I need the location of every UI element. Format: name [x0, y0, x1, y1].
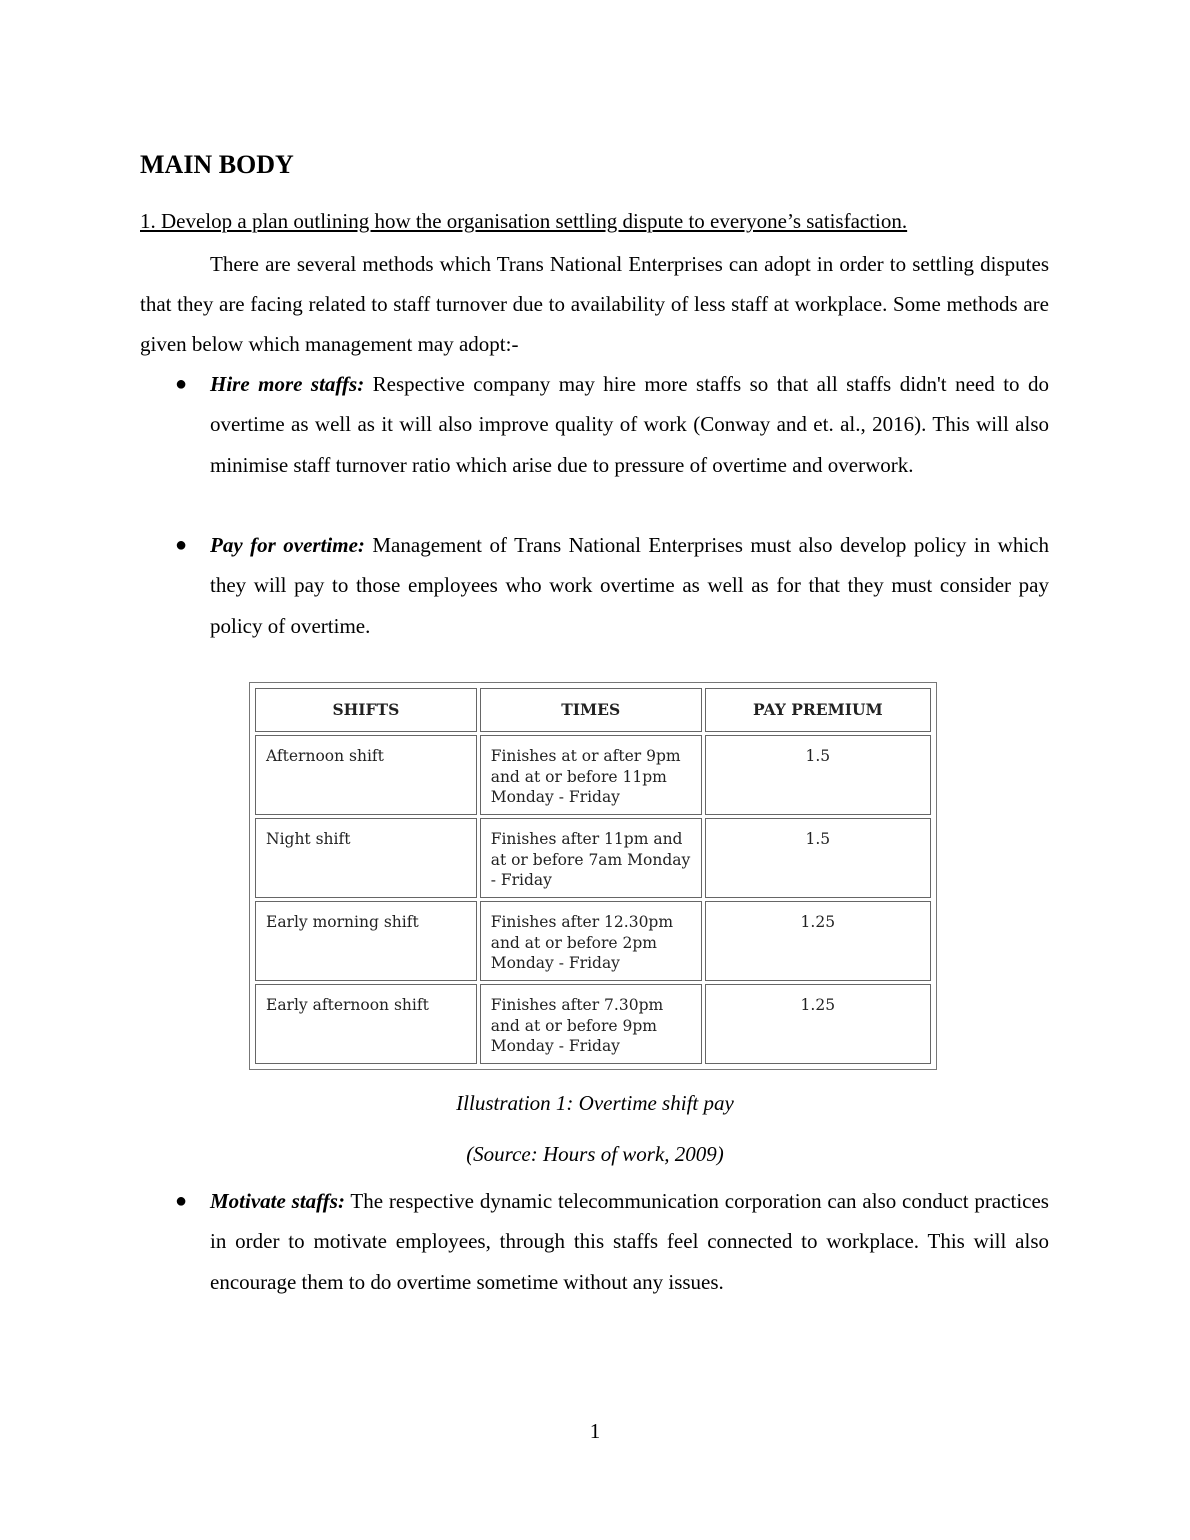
shift-cell: Early afternoon shift: [255, 984, 477, 1064]
shift-cell: Afternoon shift: [255, 735, 477, 815]
intro-paragraph: There are several methods which Trans National Enterprises can adopt in order to settling disputes that they are facing related to staff turnover due to availability of less staff at workplace. Some methods are given below which management may adopt:-: [140, 252, 1049, 356]
premium-cell: 1.5: [705, 735, 931, 815]
table-header-row: [255, 688, 931, 732]
page-number: 1: [589, 1419, 601, 1443]
bullet-term: Motivate staffs:: [210, 1189, 345, 1213]
table-row: [255, 818, 931, 898]
times-cell: Finishes after 11pm and at or before 7am Monday - Friday: [480, 818, 702, 898]
premium-cell: 1.25: [705, 984, 931, 1064]
overtime-shift-table-image: [249, 682, 937, 1070]
table-row: [255, 984, 931, 1064]
bullet-icon: ●: [175, 373, 188, 395]
times-cell: Finishes at or after 9pm and at or before 11pm Monday - Friday: [480, 735, 702, 815]
illustration-caption: Illustration 1: Overtime shift pay: [456, 1091, 734, 1115]
illustration-source: (Source: Hours of work, 2009): [466, 1142, 724, 1166]
bullet-text: Management of Trans National Enterprises must also develop policy in which they will pay to those employees who work overtime as well as for that they must consider pay policy of overtime.: [210, 533, 1049, 638]
column-header-pay-premium: PAY PREMIUM: [705, 688, 931, 732]
bullet-term: Pay for overtime:: [210, 533, 365, 557]
bullet-icon: ●: [175, 534, 188, 556]
overtime-shift-table: [252, 685, 934, 1067]
shift-cell: Night shift: [255, 818, 477, 898]
bullet-term: Hire more staffs:: [210, 372, 365, 396]
bullet-hire-more-staffs: [175, 364, 1049, 485]
bullet-pay-for-overtime: [175, 525, 1049, 646]
bullet-text: The respective dynamic telecommunication corporation can also conduct practices in order to motivate employees, through this staffs feel connected to workplace. This will also encourage them to do overtime sometime without any issues.: [210, 1189, 1049, 1294]
bullet-icon: ●: [175, 1190, 188, 1212]
section-subheading: 1. Develop a plan outlining how the organisation settling dispute to everyone’s satisfaction.: [140, 209, 908, 233]
premium-cell: 1.25: [705, 901, 931, 981]
table-row: [255, 735, 931, 815]
table-row: [255, 901, 931, 981]
main-heading: MAIN BODY: [140, 150, 294, 179]
times-cell: Finishes after 12.30pm and at or before 2pm Monday - Friday: [480, 901, 702, 981]
bullet-text: Respective company may hire more staffs so that all staffs didn't need to do overtime as well as it will also improve quality of work (Conway and et. al., 2016). This will also minimise staff turnover ratio which arise due to pressure of overtime and overwork.: [210, 372, 1049, 477]
column-header-times: TIMES: [480, 688, 702, 732]
column-header-shifts: SHIFTS: [255, 688, 477, 732]
shift-cell: Early morning shift: [255, 901, 477, 981]
premium-cell: 1.5: [705, 818, 931, 898]
times-cell: Finishes after 7.30pm and at or before 9pm Monday - Friday: [480, 984, 702, 1064]
bullet-motivate-staffs: [175, 1181, 1049, 1302]
